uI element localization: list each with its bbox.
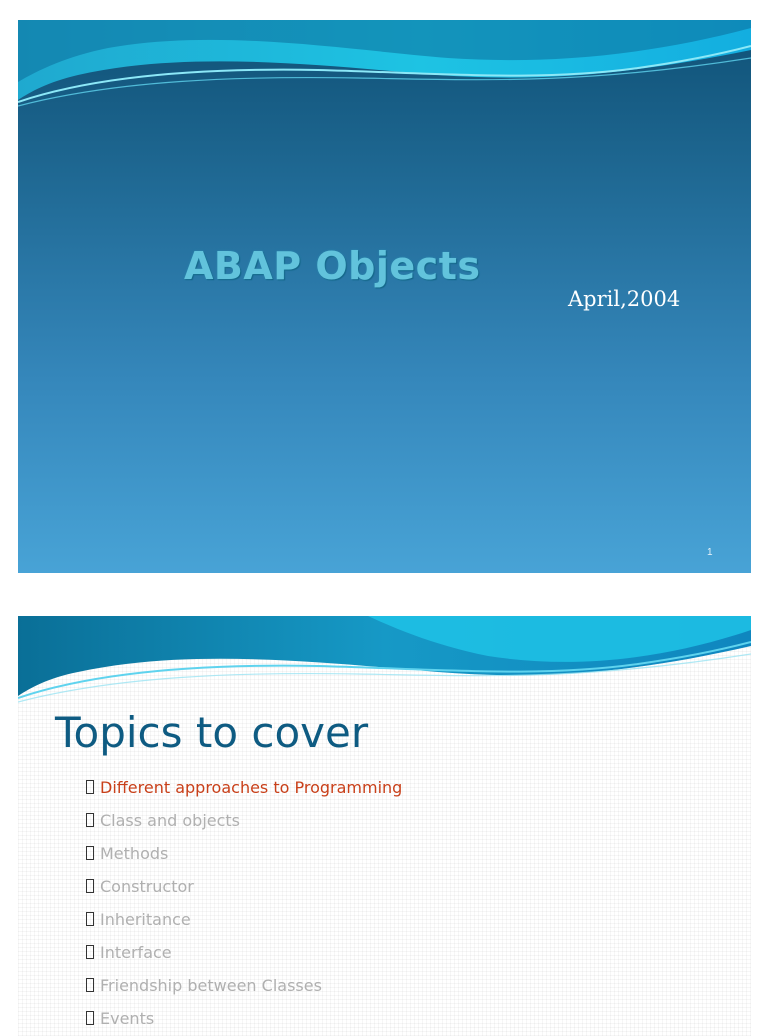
list-item xyxy=(86,842,402,875)
list-item xyxy=(86,776,402,809)
topic-label: Inheritance xyxy=(100,910,191,929)
bullet-box-icon xyxy=(86,846,94,860)
topics-slide xyxy=(18,616,751,1036)
list-item xyxy=(86,908,402,941)
slide-title: Topics to cover xyxy=(55,708,369,757)
topics-list xyxy=(86,776,402,1036)
title-slide xyxy=(18,20,751,573)
list-item xyxy=(86,1007,402,1036)
bullet-box-icon xyxy=(86,780,94,794)
topic-label: Interface xyxy=(100,943,172,962)
topic-label: Different approaches to Programming xyxy=(100,778,403,797)
topic-label: Methods xyxy=(100,844,169,863)
bullet-box-icon xyxy=(86,912,94,926)
topic-label: Friendship between Classes xyxy=(100,976,322,995)
wave-header-graphic xyxy=(18,20,751,110)
topic-label: Events xyxy=(100,1009,155,1028)
slide-title: ABAP Objects xyxy=(184,244,481,288)
page-number: 1 xyxy=(707,547,713,558)
bullet-box-icon xyxy=(86,879,94,893)
topic-label: Class and objects xyxy=(100,811,241,830)
bullet-box-icon xyxy=(86,945,94,959)
list-item xyxy=(86,809,402,842)
bullet-box-icon xyxy=(86,978,94,992)
slide-date: April,2004 xyxy=(568,287,681,311)
wave-header-graphic xyxy=(18,616,751,706)
list-item xyxy=(86,974,402,1007)
list-item xyxy=(86,875,402,908)
bullet-box-icon xyxy=(86,1011,94,1025)
bullet-box-icon xyxy=(86,813,94,827)
list-item xyxy=(86,941,402,974)
topic-label: Constructor xyxy=(100,877,194,896)
